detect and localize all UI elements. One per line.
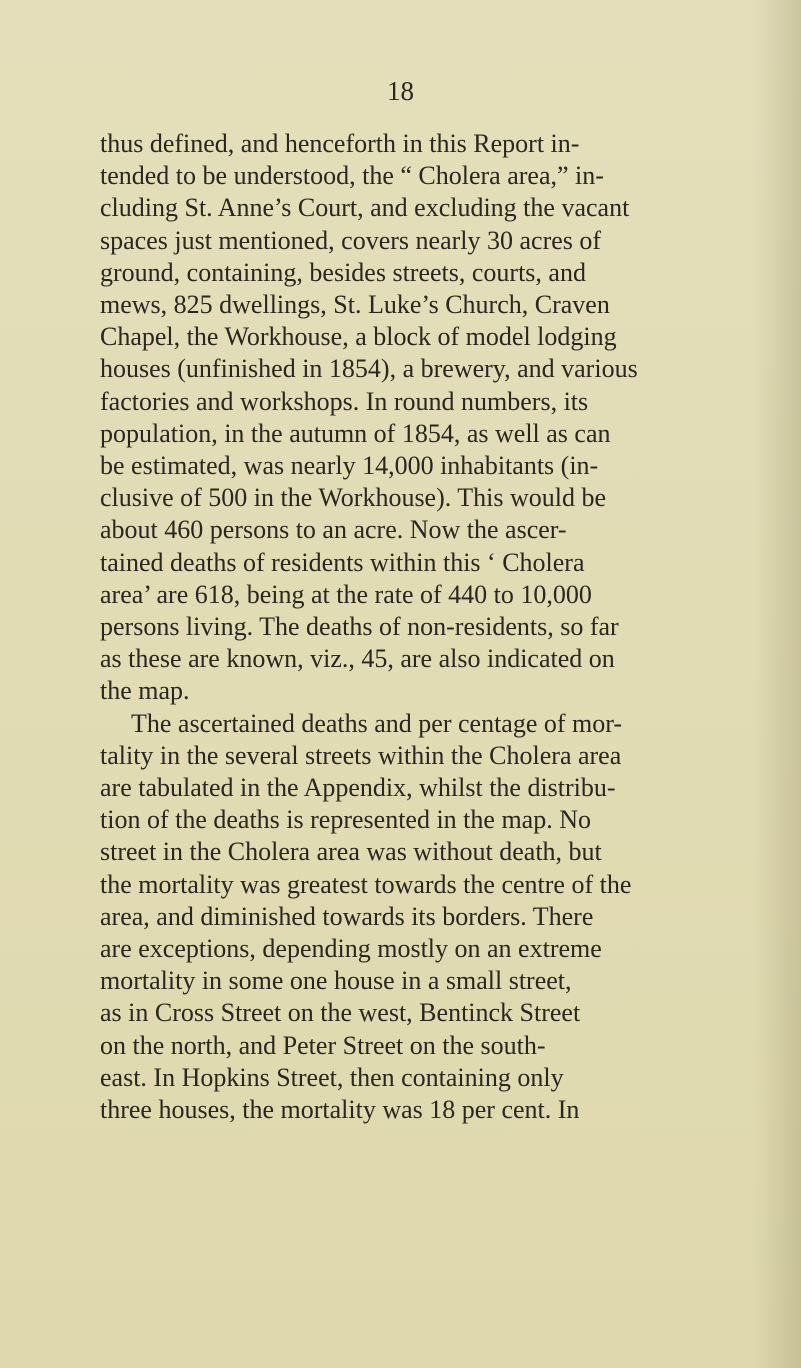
text-line: ground, containing, besides streets, courts, and: [100, 257, 586, 287]
text-line: houses (unfinished in 1854), a brewery, and various: [100, 354, 638, 384]
text-line: are tabulated in the Appendix, whilst the distribu-: [100, 773, 616, 803]
text-line: as in Cross Street on the west, Bentinck Street: [100, 998, 581, 1028]
page-number: 18: [387, 76, 414, 106]
text-line: tained deaths of residents within this ‘ Cholera: [100, 547, 585, 577]
paragraph-first-line: The ascertained deaths and per centage of mor-: [131, 708, 623, 738]
text-line: spaces just mentioned, covers nearly 30 acres of: [100, 225, 602, 255]
text-line: tion of the deaths is represented in the map. No: [100, 805, 591, 835]
body-text: [100, 128, 740, 1126]
text-line: mews, 825 dwellings, St. Luke’s Church, Craven: [100, 290, 610, 320]
text-line: three houses, the mortality was 18 per cent. In: [100, 1095, 580, 1125]
text-line: persons living. The deaths of non-residents, so far: [100, 612, 619, 642]
text-line: tended to be understood, the “ Cholera area,” in-: [100, 161, 604, 191]
text-line: population, in the autumn of 1854, as well as can: [100, 418, 611, 448]
text-line: cluding St. Anne’s Court, and excluding the vacant: [100, 193, 630, 223]
text-line: thus defined, and henceforth in this Report in-: [100, 129, 580, 158]
text-line: area’ are 618, being at the rate of 440 to 10,000: [100, 579, 592, 609]
text-line: the mortality was greatest towards the centre of the: [100, 869, 632, 899]
text-line: on the north, and Peter Street on the south-: [100, 1030, 546, 1060]
text-line: the map.: [100, 676, 190, 706]
text-line: tality in the several streets within the Cholera area: [100, 740, 622, 770]
text-line: clusive of 500 in the Workhouse). This would be: [100, 483, 607, 513]
text-line: mortality in some one house in a small street,: [100, 966, 572, 996]
text-line: Chapel, the Workhouse, a block of model lodging: [100, 322, 617, 352]
text-line: east. In Hopkins Street, then containing only: [100, 1062, 564, 1092]
text-line: be estimated, was nearly 14,000 inhabitants (in-: [100, 451, 599, 481]
text-line: about 460 persons to an acre. Now the ascer-: [100, 515, 567, 545]
text-line: street in the Cholera area was without death, but: [100, 837, 602, 867]
text-line: factories and workshops. In round numbers, its: [100, 386, 589, 416]
text-line: as these are known, viz., 45, are also indicated on: [100, 644, 615, 674]
text-line: are exceptions, depending mostly on an extreme: [100, 934, 602, 964]
text-line: area, and diminished towards its borders. There: [100, 901, 594, 931]
